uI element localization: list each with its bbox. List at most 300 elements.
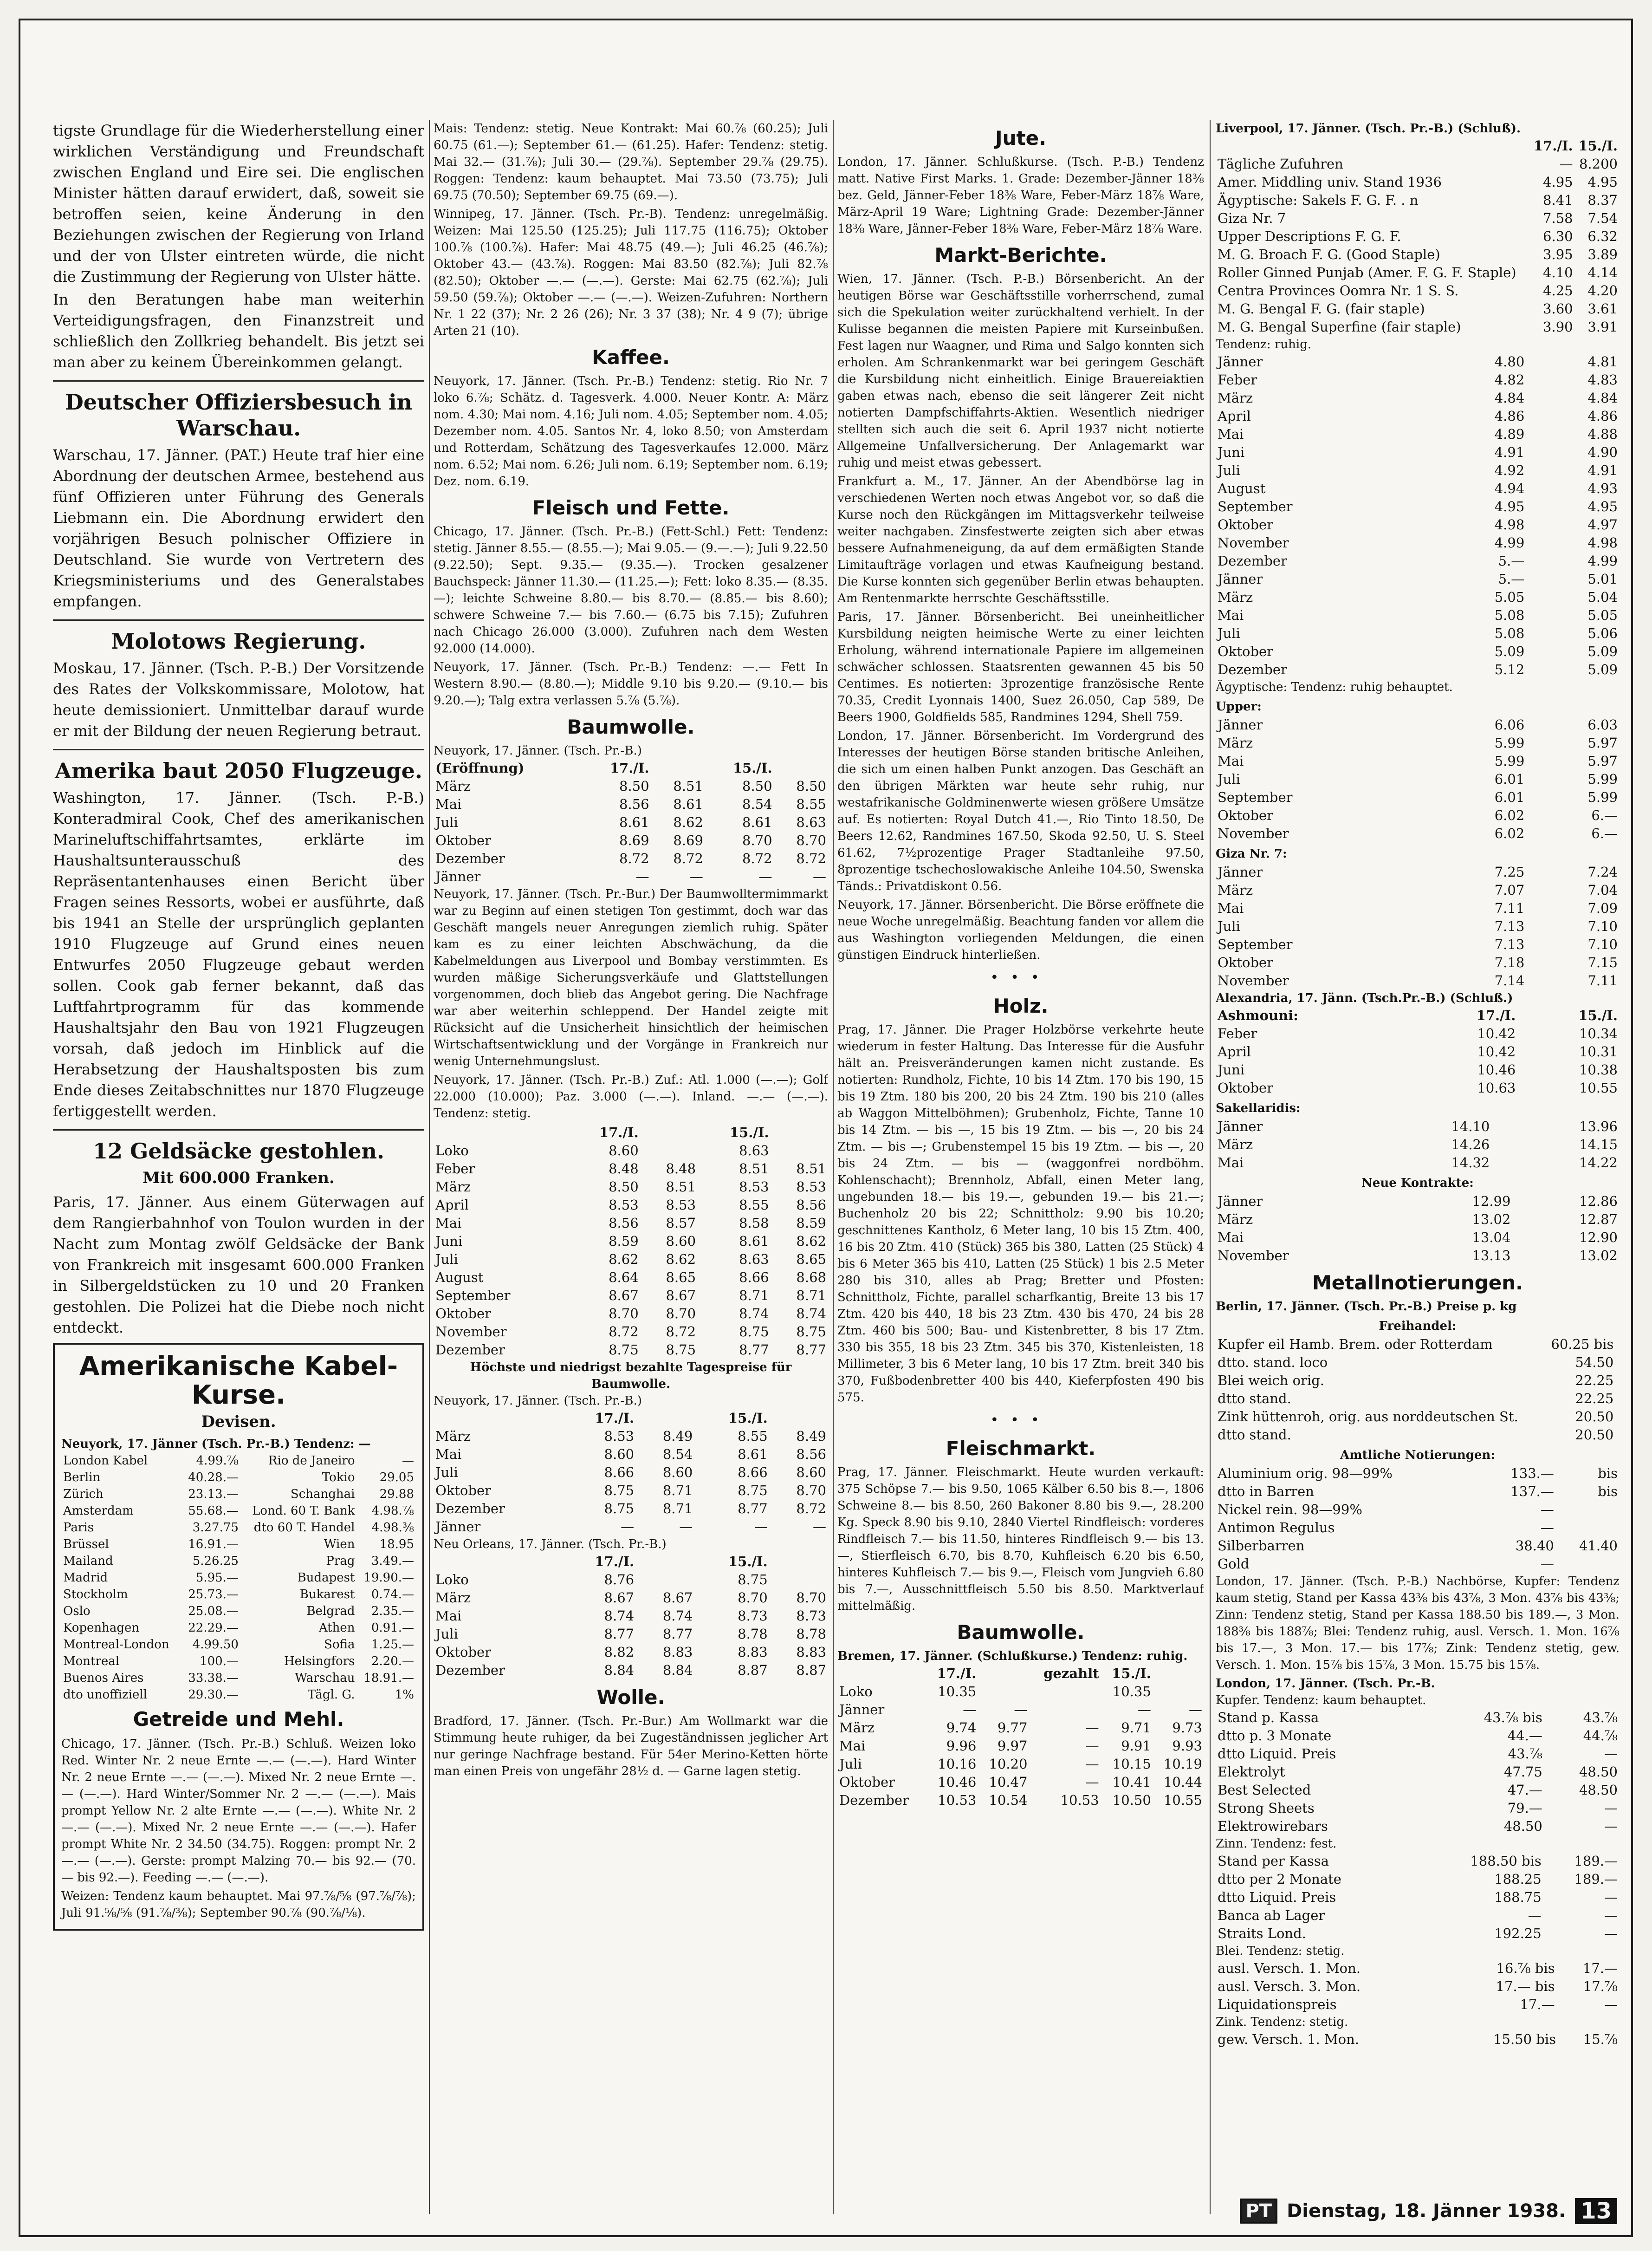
table-header-row xyxy=(434,1553,828,1571)
table-cell: 8.77 xyxy=(739,1342,769,1358)
table-cell: 79.— xyxy=(1507,1800,1542,1816)
divider xyxy=(53,380,424,382)
table-cell: 8.50 xyxy=(796,778,826,794)
table-cell: Juli xyxy=(435,1626,458,1642)
table-cell: März xyxy=(1218,882,1253,898)
cotton-table-close xyxy=(434,1124,828,1359)
table-row xyxy=(1216,498,1620,516)
table-cell: 8.72 xyxy=(666,1324,696,1340)
table-cell: 3.60 xyxy=(1543,301,1573,317)
table-cell: Jänner xyxy=(1218,1193,1263,1209)
table-cell: Loko xyxy=(435,1143,469,1158)
table-cell: 4.98.⅜ xyxy=(371,1521,414,1535)
table-cell: 7.13 xyxy=(1494,918,1525,934)
table-cell: Dezember xyxy=(435,1342,505,1358)
table-row xyxy=(1216,353,1620,371)
table-cell: 8.66 xyxy=(739,1269,769,1285)
table-cell: 8.61 xyxy=(738,1446,768,1462)
column-2 xyxy=(434,120,828,2214)
table-row xyxy=(1216,1519,1620,1537)
table-row xyxy=(1216,462,1620,480)
table-cell xyxy=(1153,1683,1204,1701)
table-cell: Rio de Janeiro xyxy=(268,1454,355,1468)
table-cell: Jänner xyxy=(435,1519,481,1535)
headline-molotow: Molotows Regierung. xyxy=(111,629,366,654)
table-row xyxy=(434,1160,828,1178)
coffee-title: Kaffee. xyxy=(592,346,670,369)
table-cell: 10.15 xyxy=(1112,1756,1151,1772)
table-cell: 15./I. xyxy=(1112,1665,1151,1681)
table-cell: September xyxy=(435,1288,511,1303)
table-cell: 137.— xyxy=(1510,1483,1554,1499)
jute-report: London, 17. Jänner. Schlußkurse. (Tsch. P.-B.) Tendenz matt. Native First Marks. 1. Grade: Dezember-Jänner 18⅜ bez. Geld, Jänner-Feber 18⅜ Ware, Feber-März 18⅞ Ware, März-April 19 Ware; Lightning Grade: Dezember-Jänner 18⅜ Ware, Jänner-Feber 18⅜ Ware, Feber-März 18⅞ Ware. xyxy=(837,155,1204,236)
table-cell: 3.90 xyxy=(1543,319,1573,335)
table-cell: 8.72 xyxy=(796,1501,826,1516)
table-cell: Juli xyxy=(1218,625,1240,641)
table-header-row xyxy=(434,759,828,777)
table-cell: Jänner xyxy=(1218,864,1263,880)
table-cell: — xyxy=(1137,1702,1151,1718)
table-row xyxy=(61,1519,416,1536)
table-cell: 8.60 xyxy=(609,1143,639,1158)
table-cell: 8.70 xyxy=(796,1590,826,1606)
table-cell: Kupfer eil Hamb. Brem. oder Rotterdam xyxy=(1218,1336,1493,1352)
table-cell: 8.78 xyxy=(796,1626,826,1642)
table-cell xyxy=(1615,1426,1620,1444)
upper-table xyxy=(1216,716,1620,843)
table-cell: 8.67 xyxy=(609,1288,639,1303)
cotton-title: Baumwolle. xyxy=(567,716,695,738)
table-cell: 4.97 xyxy=(1587,517,1618,533)
table-cell: 8.37 xyxy=(1587,192,1618,208)
table-cell: Kopenhagen xyxy=(63,1621,140,1635)
table-cell: 9.93 xyxy=(1172,1738,1202,1754)
table-cell: 9.97 xyxy=(997,1738,1028,1754)
table-cell: 8.67 xyxy=(666,1288,696,1303)
table-cell: — xyxy=(1604,1997,1618,2012)
table-cell: 4.98 xyxy=(1587,535,1618,551)
table-cell: 3.49.— xyxy=(371,1554,414,1568)
table-cell: November xyxy=(1218,973,1289,989)
table-cell: 5.06 xyxy=(1587,625,1618,641)
table-cell: 5.97 xyxy=(1587,753,1618,769)
table-cell: 5.97 xyxy=(1587,735,1618,751)
table-cell: 48.50 xyxy=(1579,1764,1618,1780)
table-cell: 4.86 xyxy=(1587,408,1618,424)
table-cell: 100.— xyxy=(200,1654,239,1668)
table-row xyxy=(434,1214,828,1232)
table-cell: 17./I. xyxy=(595,1410,635,1426)
table-cell: — xyxy=(1604,1889,1618,1905)
table-cell: Mai xyxy=(435,1608,462,1624)
table-row xyxy=(434,1250,828,1269)
table-cell: Nickel rein. 98—99% xyxy=(1218,1502,1362,1517)
table-cell: 8.63 xyxy=(796,814,826,830)
table-header-row xyxy=(434,1124,828,1142)
table-row xyxy=(1216,534,1620,552)
table-row xyxy=(434,1323,828,1341)
table-cell: 7.24 xyxy=(1587,864,1618,880)
table-cell: Mai xyxy=(435,796,462,812)
table-cell: Zürich xyxy=(63,1487,104,1501)
table-row xyxy=(434,795,828,813)
alexandria-header: Alexandria, 17. Jänn. (Tsch.Pr.-B.) (Schluß.) xyxy=(1216,991,1513,1005)
article-officers: Warschau, 17. Jänner. (PAT.) Heute traf hier eine Abordnung der deutschen Armee, bestehend aus fünf Offizieren unter Führung des Generals Liebmann ein. Die Abordnung erwidert den vorjährigen Besuch polnischer Offiziere in Deutschland. Sie wurde von Vertretern des Kriegsministeriums und des Generalstabes empfangen. xyxy=(53,446,424,610)
table-row xyxy=(434,1427,828,1445)
table-cell: 5.— xyxy=(1498,553,1525,569)
table-cell: 20.50 xyxy=(1575,1409,1614,1425)
table-cell: 9.71 xyxy=(1121,1720,1151,1736)
table-cell: 14.26 xyxy=(1451,1137,1490,1152)
table-cell: 1.25.— xyxy=(371,1638,414,1652)
column-rule xyxy=(1210,120,1211,2214)
section-dots: ••• xyxy=(990,969,1051,986)
table-cell: September xyxy=(1218,937,1293,952)
table-row xyxy=(1216,191,1620,209)
table-cell: 12.99 xyxy=(1472,1193,1511,1209)
table-cell: 4.94 xyxy=(1494,481,1525,496)
table-cell: 12.90 xyxy=(1579,1230,1618,1245)
table-cell: 13.96 xyxy=(1579,1119,1618,1134)
meat-fats-title: Fleisch und Fette. xyxy=(532,496,730,519)
table-cell: 48.50 xyxy=(1579,1782,1618,1798)
table-cell: 10.50 xyxy=(1112,1792,1151,1808)
table-cell: 6.32 xyxy=(1587,228,1618,244)
table-cell: 8.70 xyxy=(738,1590,768,1606)
table-cell: Oktober xyxy=(435,1306,492,1321)
table-cell: 8.64 xyxy=(609,1269,639,1285)
table-cell: — xyxy=(679,1519,693,1535)
table-cell: Juni xyxy=(435,1233,463,1249)
giza-table xyxy=(1216,863,1620,990)
liverpool-spot-table xyxy=(1216,137,1620,336)
table-cell: dtto Liquid. Preis xyxy=(1218,1889,1336,1905)
london-report: London, 17. Jänner. Börsenbericht. Im Vordergrund des Interesses der heutigen Börse standen britische Anleihen, die sich um einen halben Punkt anzogen. Das Geschäft an den übrigen Märkten war heute sehr ruhig, nur westafrikanische Goldminenwerte wiesen größere Umsätze auf. Es notierten: Royal Dutch 41.—, Rio Tinto 18.50, De Beers 12.62, Randmines 167.50, Skoda 92.50, U. S. Steel 61.62, 7½prozentige Prager Stadtanleihe 97.50, 8prozentige tschechoslowakische Anleihe 104.50, Swenska Tänds.: Privatdiskont 0.56. xyxy=(837,729,1204,893)
table-cell: Jänner xyxy=(839,1702,885,1718)
table-cell: 8.71 xyxy=(796,1288,826,1303)
table-cell: 8.67 xyxy=(662,1590,693,1606)
table-row xyxy=(61,1553,416,1569)
table-cell: 7.09 xyxy=(1587,900,1618,916)
table-cell: 8.73 xyxy=(738,1608,768,1624)
table-row xyxy=(1216,625,1620,643)
table-cell: 5.01 xyxy=(1587,571,1618,587)
table-cell: Buenos Aires xyxy=(63,1671,144,1685)
table-cell: Loko xyxy=(435,1572,469,1587)
table-row xyxy=(1216,1817,1620,1835)
table-cell: Mai xyxy=(435,1215,462,1231)
table-cell: 44.⅞ xyxy=(1583,1728,1618,1744)
cable-rates-header: Neuyork, 17. Jänner (Tsch. Pr.-B.) Tendenz: — xyxy=(61,1437,371,1451)
table-row xyxy=(1216,752,1620,770)
table-cell: 10.63 xyxy=(1477,1080,1516,1096)
table-cell: Silberbarren xyxy=(1218,1538,1305,1554)
table-cell: 14.32 xyxy=(1451,1155,1490,1171)
table-cell: Antimon Regulus xyxy=(1218,1520,1335,1535)
giza-label: Giza Nr. 7: xyxy=(1216,847,1287,861)
table-cell: Oktober xyxy=(435,833,492,848)
table-row xyxy=(1216,1978,1620,1996)
official-table xyxy=(1216,1464,1620,1573)
subheadline-money-bags: Mit 600.000 Franken. xyxy=(143,1169,335,1187)
cotton-header-4: Neu Orleans, 17. Jänner. (Tsch. Pr.-B.) xyxy=(434,1537,667,1551)
table-cell: 18.95 xyxy=(379,1537,414,1551)
table-cell: M. G. Bengal F. G. (fair staple) xyxy=(1218,301,1425,317)
table-cell: 10.46 xyxy=(1477,1062,1516,1078)
table-cell: Gold xyxy=(1218,1556,1250,1572)
table-cell xyxy=(771,1142,828,1160)
divider xyxy=(53,619,424,621)
table-cell: 8.71 xyxy=(662,1483,693,1498)
table-cell: Mai xyxy=(1218,607,1244,623)
table-cell: 8.61 xyxy=(619,814,649,830)
table-cell: 12.87 xyxy=(1579,1211,1618,1227)
table-cell: 8.72 xyxy=(673,851,703,866)
meat-market-title: Fleischmarkt. xyxy=(946,1437,1096,1460)
table-cell: Oktober xyxy=(435,1483,492,1498)
table-row xyxy=(1216,1925,1620,1943)
table-row xyxy=(1216,1192,1620,1210)
table-cell xyxy=(1556,1555,1620,1573)
table-cell: 55.68.— xyxy=(188,1504,239,1518)
table-cell: 23.13.— xyxy=(188,1487,239,1501)
table-cell: März xyxy=(1218,1211,1253,1227)
table-row xyxy=(61,1686,416,1703)
table-cell: 10.16 xyxy=(938,1756,977,1772)
table-cell: 19.90.— xyxy=(363,1571,414,1585)
table-row xyxy=(1216,954,1620,972)
table-cell: Zink hüttenroh, orig. aus norddeutschen St. xyxy=(1218,1409,1518,1425)
table-row xyxy=(1216,1043,1620,1061)
table-cell: 4.91 xyxy=(1494,444,1525,460)
table-cell: 189.— xyxy=(1574,1871,1618,1887)
table-cell: — xyxy=(963,1702,977,1718)
table-cell: Roller Ginned Punjab (Amer. F. G. F. Staple) xyxy=(1218,265,1516,280)
market-reports-title: Markt-Berichte. xyxy=(934,244,1107,267)
table-cell: 4.20 xyxy=(1587,283,1618,299)
table-cell: 9.91 xyxy=(1121,1738,1151,1754)
table-row xyxy=(434,1482,828,1500)
table-row xyxy=(1216,1537,1620,1555)
table-cell: 9.74 xyxy=(946,1720,977,1736)
table-cell: Centra Provinces Oomra Nr. 1 S. S. xyxy=(1218,283,1459,299)
table-cell: 10.53 xyxy=(1060,1792,1099,1808)
free-trade-label: Freihandel: xyxy=(1379,1319,1457,1333)
table-row xyxy=(1216,300,1620,318)
table-cell: Mai xyxy=(1218,426,1244,442)
wool-title: Wolle. xyxy=(596,1686,665,1709)
table-cell: 10.42 xyxy=(1477,1026,1516,1041)
table-cell: Berlin xyxy=(63,1470,101,1484)
table-cell: Amer. Middling univ. Stand 1936 xyxy=(1218,174,1442,190)
table-cell: — xyxy=(402,1454,414,1468)
table-row xyxy=(1216,282,1620,300)
table-row xyxy=(434,1589,828,1607)
sakel-label: Sakellaridis: xyxy=(1216,1101,1301,1115)
table-cell: 8.74 xyxy=(739,1306,769,1321)
table-row xyxy=(1216,1906,1620,1925)
table-cell: 4.98 xyxy=(1494,517,1525,533)
table-cell: 20.50 xyxy=(1575,1427,1614,1443)
table-row xyxy=(1216,1154,1620,1172)
table-cell: 15./I. xyxy=(728,1410,768,1426)
table-cell: Oktober xyxy=(1218,644,1274,659)
table-cell: — xyxy=(754,1519,768,1535)
table-cell: Jänner xyxy=(435,869,481,885)
table-cell: 8.66 xyxy=(738,1464,768,1480)
table-row xyxy=(1216,643,1620,661)
bremen-cotton-title: Baumwolle. xyxy=(957,1621,1085,1644)
table-cell: 188.25 xyxy=(1494,1871,1542,1887)
table-cell: 5.08 xyxy=(1494,607,1525,623)
table-cell: Mailand xyxy=(63,1554,113,1568)
table-cell: dtto stand. xyxy=(1218,1427,1291,1443)
table-cell: 7.10 xyxy=(1587,937,1618,952)
table-row xyxy=(61,1536,416,1553)
table-cell: 10.35 xyxy=(1112,1684,1151,1699)
new-contracts-table xyxy=(1216,1192,1620,1265)
column-3 xyxy=(837,120,1204,2214)
intro-text: tigste Grundlage für die Wiederherstellung einer wirklichen Verständigung und Freundschaft zwischen England und Eire sei. Die englischen Minister hätten darauf erwidert, daß, soweit sie betroffen seien, keine Änderung in den Beziehungen zwischen der Regierung von Irland und der von Ulster eintreten würde, die nicht die Zustimmung der Regierung von Ulster hätte. xyxy=(53,122,424,286)
table-cell: — xyxy=(635,869,649,885)
table-cell: — xyxy=(1604,1926,1618,1941)
table-row xyxy=(1216,1870,1620,1888)
table-cell: 4.14 xyxy=(1587,265,1618,280)
table-cell: 8.62 xyxy=(609,1251,639,1267)
table-cell: Oktober xyxy=(1218,517,1274,533)
table-row xyxy=(1216,770,1620,788)
table-cell: 8.50 xyxy=(609,1179,639,1195)
headline-aircraft: Amerika baut 2050 Flugzeuge. xyxy=(55,758,422,783)
table-cell xyxy=(1556,1501,1620,1519)
table-cell: 15./I. xyxy=(729,1125,769,1140)
table-cell: Montreal xyxy=(63,1654,120,1668)
table-row xyxy=(434,1607,828,1625)
table-cell: Straits Lond. xyxy=(1218,1926,1306,1941)
table-cell: März xyxy=(435,1590,471,1606)
table-cell: 4.84 xyxy=(1494,390,1525,406)
table-cell: 8.72 xyxy=(609,1324,639,1340)
table-cell: — xyxy=(1559,156,1573,172)
liverpool-futures-table xyxy=(1216,353,1620,679)
table-cell: 1% xyxy=(395,1688,414,1702)
table-cell: 8.77 xyxy=(604,1626,635,1642)
table-row xyxy=(434,1661,828,1679)
table-cell: Montreal-London xyxy=(63,1638,169,1652)
table-cell: — xyxy=(1085,1738,1099,1754)
table-cell: 8.60 xyxy=(662,1464,693,1480)
table-cell: Sofia xyxy=(324,1638,355,1652)
table-cell: Stockholm xyxy=(63,1587,128,1601)
table-cell: 8.51 xyxy=(796,1161,826,1177)
table-row xyxy=(61,1569,416,1586)
table-cell: 4.90 xyxy=(1587,444,1618,460)
table-cell: 10.20 xyxy=(989,1756,1028,1772)
table-cell: November xyxy=(435,1324,507,1340)
table-cell: 8.62 xyxy=(666,1251,696,1267)
table-cell: 5.95.— xyxy=(195,1571,239,1585)
table-cell: Amsterdam xyxy=(63,1504,134,1518)
table-cell: 15.⅞ xyxy=(1583,2031,1618,2047)
table-row xyxy=(1216,2030,1620,2049)
table-cell: 17./I. xyxy=(1476,1008,1516,1023)
table-cell: 8.67 xyxy=(604,1590,635,1606)
table-row xyxy=(434,1287,828,1305)
table-cell: Jänner xyxy=(1218,717,1263,733)
table-cell xyxy=(978,1665,1029,1683)
table-cell: 5.12 xyxy=(1494,662,1525,677)
page-footer xyxy=(1240,2198,1617,2224)
table-row xyxy=(1216,863,1620,881)
cotton-header-3: Neuyork, 17. Jänner. (Tsch. Pr.-B.) xyxy=(434,1394,642,1408)
table-row xyxy=(434,1142,828,1160)
table-cell: 8.74 xyxy=(604,1608,635,1624)
table-cell: 8.53 xyxy=(739,1179,769,1195)
table-cell: 18.91.— xyxy=(363,1671,414,1685)
table-row xyxy=(1216,1959,1620,1978)
column-rule xyxy=(429,120,430,2214)
table-cell: 7.11 xyxy=(1494,900,1525,916)
table-cell: 16.⅞ bis xyxy=(1496,1960,1555,1976)
table-row xyxy=(1216,173,1620,191)
table-cell: 4.25 xyxy=(1543,283,1573,299)
table-row xyxy=(1216,1118,1620,1136)
table-row xyxy=(1216,1745,1620,1763)
table-cell: Oslo xyxy=(63,1604,91,1618)
alexandria-table xyxy=(1216,1007,1620,1097)
zinc-table xyxy=(1216,2030,1620,2049)
table-cell: — xyxy=(1014,1702,1028,1718)
table-row xyxy=(1216,1763,1620,1781)
table-cell: 9.73 xyxy=(1172,1720,1202,1736)
table-cell: 29.05 xyxy=(379,1470,414,1484)
table-cell: Juli xyxy=(435,1251,458,1267)
meat-market-report: Prag, 17. Jänner. Fleischmarkt. Heute wurden verkauft: 375 Schöpse 7.— bis 9.50, 1065 Kälber 6.50 bis 8.—, 1806 Schweine 8.— bis 8.50, 260 Bakoner 8.80 bis 9.—, 28.200 Kg. Speck 8.90 bis 9.10, 2840 Viertel Rindfleisch: vorderes Rindfleisch 7.— bis 11.50, hinteres Rindfleisch 9.— bis 13.—, Stierfleisch 6.70, bis 8.70, Kuhfleisch 6.20 bis 6.50, hinteres Kuhfleisch 7.— bis 9.—, Fleisch vom Jungvieh 6.80 bis 7.—, Ausschnittfleisch 5.50 bis 8.50. Marktverlauf mittelmäßig. xyxy=(837,1465,1204,1613)
table-cell: 188.50 bis xyxy=(1470,1853,1542,1869)
table-row xyxy=(837,1737,1204,1755)
table-cell: März xyxy=(435,1179,471,1195)
table-header-row xyxy=(1216,1007,1620,1025)
table-cell: 8.74 xyxy=(662,1608,693,1624)
table-cell: 6.06 xyxy=(1494,717,1525,733)
table-cell: 8.51 xyxy=(739,1161,769,1177)
table-cell: 188.75 xyxy=(1494,1889,1542,1905)
table-cell: Oktober xyxy=(435,1644,492,1660)
table-row xyxy=(1216,371,1620,389)
table-cell: 8.75 xyxy=(609,1342,639,1358)
table-cell: März xyxy=(1218,1137,1253,1152)
table-cell: — xyxy=(1604,1800,1618,1816)
table-cell: 16.91.— xyxy=(188,1537,239,1551)
table-cell: 8.49 xyxy=(662,1428,693,1444)
table-cell: April xyxy=(1218,408,1251,424)
zinc-header: Zink. Tendenz: stetig. xyxy=(1216,2015,1348,2029)
table-cell: 8.62 xyxy=(796,1233,826,1249)
table-cell: 10.55 xyxy=(1163,1792,1202,1808)
table-cell: ausl. Versch. 3. Mon. xyxy=(1218,1978,1361,1994)
table-cell xyxy=(651,759,705,777)
table-cell: 8.72 xyxy=(742,851,772,866)
table-cell: 8.62 xyxy=(673,814,703,830)
table-row xyxy=(1216,318,1620,336)
table-cell: 8.65 xyxy=(796,1251,826,1267)
table-cell: (Eröffnung) xyxy=(435,760,525,776)
table-row xyxy=(434,813,828,832)
table-row xyxy=(61,1503,416,1519)
table-cell: 8.83 xyxy=(796,1644,826,1660)
table-cell: 7.13 xyxy=(1494,937,1525,952)
table-row xyxy=(1216,1210,1620,1229)
